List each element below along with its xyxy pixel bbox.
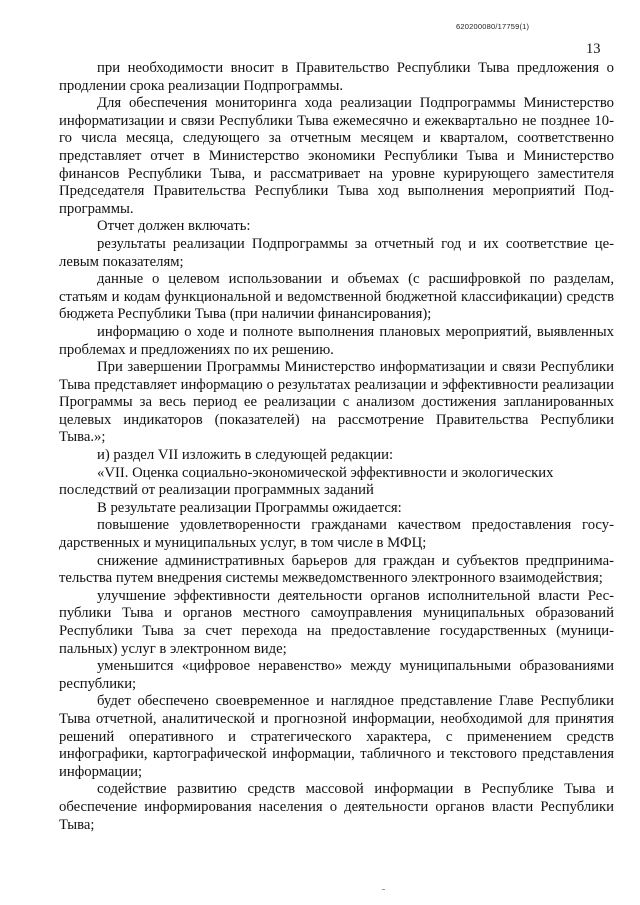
paragraph: при необходимости вносит в Правительство Республики Тыва предложения о продлении срока реализации Подпрограммы.	[59, 60, 614, 94]
paragraph: повышение удовлетворенности гражданами качеством предоставления государственных и муниципальных услуг, в том числе в МФЦ;	[59, 517, 614, 552]
paragraph: результаты реализации Подпрограммы за отчетный год и их соответствие целевым показателям;	[59, 235, 614, 270]
paragraph: При завершении Программы Министерство информатизации и связи Республики Тыва представляет информацию о результатах реализации и эффективности реализации Программы за весь период ее реализации с анализом достижения запланированных целевых индикаторов (показателей) на рассмотрение Правительства Республики Тыва.»;	[59, 359, 614, 446]
scan-artifact	[382, 889, 385, 890]
paragraph: содействие развитию средств массовой информации в Республике Тыва и обеспечение информирования населения о деятельности органов власти Республики Тыва;	[59, 781, 614, 833]
paragraph: информацию о ходе и полноте выполнения плановых мероприятий, выявленных проблемах и предложениях по их решению.	[59, 323, 614, 358]
paragraph: снижение административных барьеров для граждан и субъектов предпринимательства путем внедрения системы межведомственного электронного взаимодействия;	[59, 552, 614, 587]
document-id: 620200080/17759(1)	[456, 22, 530, 31]
page-number: 13	[586, 41, 601, 57]
paragraph: уменьшится «цифровое неравенство» между муниципальными образованиями республики;	[59, 658, 614, 692]
paragraph: и) раздел VII изложить в следующей редакции:	[97, 447, 394, 464]
paragraph: Отчет должен включать:	[97, 218, 251, 235]
paragraph: В результате реализации Программы ожидается:	[97, 499, 402, 516]
body-text	[59, 60, 614, 834]
paragraph: данные о целевом использовании и объемах (с расшифровкой по разделам, статьям и кодам функциональной и ведомственной бюджетной классификации) средств бюджета Республики Тыва (при наличии финансирования);	[59, 271, 614, 323]
paragraph: Для обеспечения мониторинга хода реализации Подпрограммы Министерство информатизации и связи Республики Тыва ежемесячно и ежеквартально не позднее 10-го числа месяца, следующего за отчетным месяцем и кварталом, соответственно представляет отчет в Министерство экономики Республики Тыва и Министерство финансов Республики Тыва, и рассматривает на уровне курирующего заместителя Председателя Правительства Республики Тыва ход выполнения мероприятий Подпрограммы.	[59, 95, 614, 217]
section-heading: «VII. Оценка социально-экономической эффективности и экологических последствий от реализации программных заданий	[59, 464, 554, 499]
paragraph: будет обеспечено своевременное и наглядное представление Главе Республики Тыва отчетной, аналитической и прогнозной информации, необходимой для принятия решений оперативного и стратегического характера, с применением средств инфографики, картографической информации, табличного и текстового представления информации;	[59, 693, 614, 780]
paragraph: улучшение эффективности деятельности органов исполнительной власти Республики Тыва и органов местного самоуправления муниципальных образований Республики Тыва за счет перехода на предоставление государственных (муниципальных) услуг в электронном виде;	[59, 587, 614, 657]
